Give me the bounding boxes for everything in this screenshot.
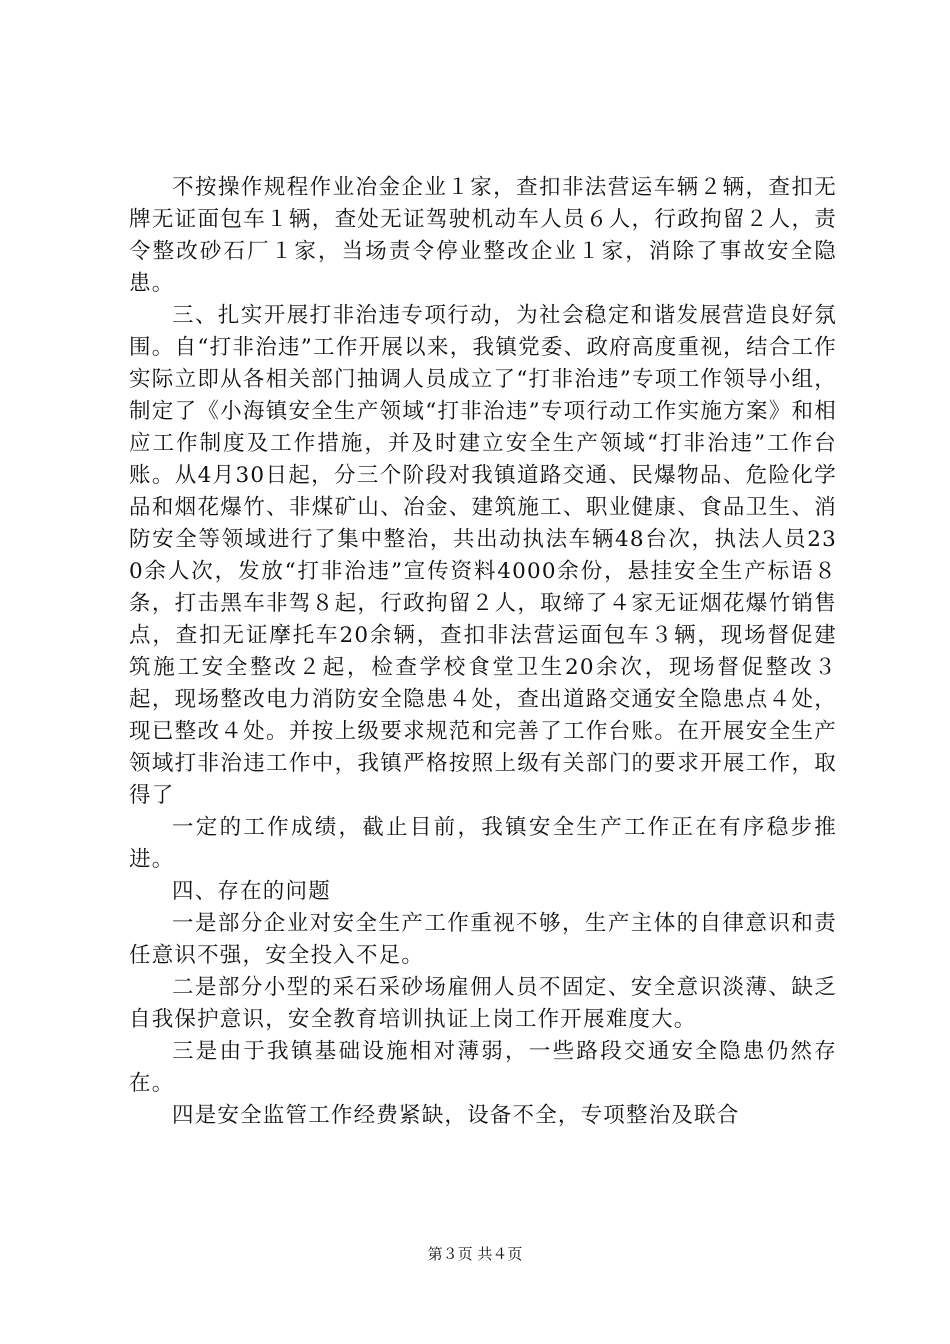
paragraph-3: 一定的工作成绩，截止目前，我镇安全生产工作正在有序稳步推进。 [129, 815, 837, 872]
page-footer: 第３页 共４页 [427, 1245, 523, 1263]
paragraph-6: 二是部分小型的采石采砂场雇佣人员不固定、安全意识淡薄、缺乏自我保护意识，安全教育培训执证上岗工作开展难度大。 [129, 975, 837, 1032]
paragraph-2: 三、扎实开展打非治违专项行动，为社会稳定和谐发展营造良好氛围。自“打非治违”工作开展以来，我镇党委、政府高度重视，结合工作实际立即从各相关部门抽调人员成立了“打非治违”专项工作领导小组，制定了《小海镇安全生产领域“打非治违”专项行动工作实施方案》和相应工作制度及工作措施，并及时建立安全生产领域“打非治违”工作台账。从4月30日起，分三个阶段对我镇道路交通、民爆物品、危险化学品和烟花爆竹、非煤矿山、冶金、建筑施工、职业健康、食品卫生、消防安全等领域进行了集中整治，共出动执法车辆48台次，执法人员230余人次，发放“打非治违”宣传资料4000余份，悬挂安全生产标语８条，打击黑车非驾８起，行政拘留２人，取缔了４家无证烟花爆竹销售点，查扣无证摩托车20余辆，查扣非法营运面包车３辆，现场督促建筑施工安全整改２起，检查学校食堂卫生20余次，现场督促整改３起，现场整改电力消防安全隐患４处，查出道路交通安全隐患点４处，现已整改４处。并按上级要求规范和完善了工作台账。在开展安全生产领域打非治违工作中，我镇严格按照上级有关部门的要求开展工作，取得了 [129, 303, 837, 808]
paragraph-8: 四是安全监管工作经费紧缺，设备不全，专项整治及联合 [172, 1103, 740, 1128]
section-heading-problems: 四、存在的问题 [172, 879, 331, 904]
paragraph-1: 不按操作规程作业冶金企业１家，查扣非法营运车辆２辆，查扣无牌无证面包车１辆，查处无证驾驶机动车人员６人，行政拘留２人，责令整改砂石厂１家，当场责令停业整改企业１家，消除了事故安全隐患。 [129, 175, 837, 296]
paragraph-5: 一是部分企业对安全生产工作重视不够，生产主体的自律意识和责任意识不强，安全投入不足。 [129, 911, 837, 968]
document-body [129, 172, 837, 1132]
paragraph-7: 三是由于我镇基础设施相对薄弱，一些路段交通安全隐患仍然存在。 [129, 1039, 837, 1096]
